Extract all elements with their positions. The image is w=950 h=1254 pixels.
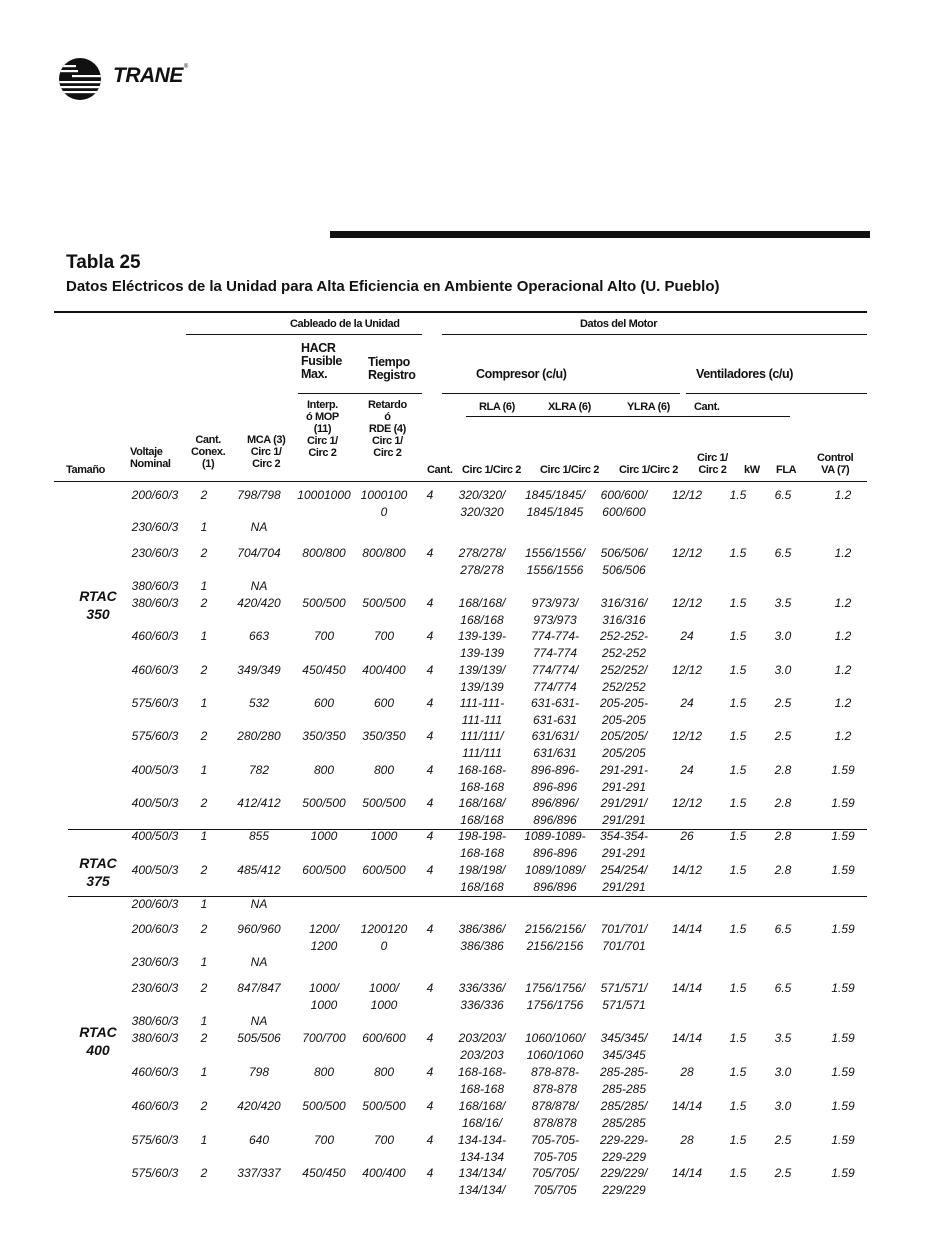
cell-kw: 1.5	[729, 796, 747, 810]
cell-ylra: 229/229/ 229/229	[600, 1166, 648, 1197]
cell-rla: 278/278/ 278/278	[458, 546, 506, 577]
cell-cant: 4	[426, 1065, 434, 1079]
hdr-xlra-circ: Circ 1/Circ 2	[540, 464, 600, 476]
cell-ylra: 285-285- 285-285	[599, 1065, 649, 1096]
cell-rla: 111/111/ 111/111	[460, 729, 504, 760]
cell-ylra: 252/252/ 252/252	[600, 663, 648, 694]
cell-n: 2	[200, 1166, 208, 1180]
cell-v: 230/60/3	[131, 546, 179, 560]
cell-va: 1.2	[834, 663, 852, 677]
hdr-mca: MCA (3) Circ 1/ Circ 2	[247, 434, 286, 470]
cell-mca: 532	[248, 696, 270, 710]
cell-xlra: 973/973/ 973/973	[531, 596, 579, 627]
cell-fla: 2.5	[774, 1166, 792, 1180]
cell-fc: 12/12	[671, 488, 703, 502]
cell-mca: NA	[250, 520, 268, 534]
cell-n: 1	[200, 629, 208, 643]
cell-xlra: 878-878- 878-878	[530, 1065, 580, 1096]
cell-mca: NA	[250, 897, 268, 911]
cell-fc: 12/12	[671, 796, 703, 810]
cell-v: 400/50/3	[131, 796, 179, 810]
cell-va: 1.2	[834, 546, 852, 560]
cell-kw: 1.5	[729, 922, 747, 936]
cell-hacr: 800/800	[302, 546, 346, 560]
cell-hacr: 500/500	[302, 1099, 346, 1113]
hdr-control: Control VA (7)	[817, 452, 854, 476]
cell-mca: 847/847	[237, 981, 281, 995]
cell-rla: 168-168- 168-168	[457, 1065, 507, 1096]
cell-rla: 336/336/ 336/336	[458, 981, 506, 1012]
cell-fla: 3.0	[774, 1065, 792, 1079]
cell-ylra: 205-205- 205-205	[599, 696, 649, 727]
cell-xlra: 705/705/ 705/705	[531, 1166, 579, 1197]
cell-cant: 4	[426, 922, 434, 936]
cell-n: 2	[200, 1099, 208, 1113]
cell-fc: 12/12	[671, 663, 703, 677]
cell-cant: 4	[426, 546, 434, 560]
cell-n: 1	[200, 829, 208, 843]
cell-xlra: 631/631/ 631/631	[531, 729, 579, 760]
cell-va: 1.2	[834, 629, 852, 643]
cell-v: 200/60/3	[131, 488, 179, 502]
cell-ret: 1000	[370, 829, 398, 843]
hdr-fla: FLA	[776, 464, 797, 476]
cell-xlra: 1556/1556/ 1556/1556	[524, 546, 586, 577]
cell-hacr: 450/450	[302, 1166, 346, 1180]
cell-rla: 139/139/ 139/139	[458, 663, 506, 694]
cell-va: 1.59	[831, 1031, 855, 1045]
cell-fc: 14/14	[671, 1166, 703, 1180]
cell-fla: 2.5	[774, 1133, 792, 1147]
cell-rla: 320/320/ 320/320	[458, 488, 506, 519]
cell-rla: 198/198/ 168/168	[458, 863, 506, 894]
cell-ret: 400/400	[362, 1166, 406, 1180]
cell-va: 1.2	[834, 696, 852, 710]
cell-kw: 1.5	[729, 829, 747, 843]
compresor-rule	[442, 393, 680, 394]
cell-n: 1	[200, 1014, 208, 1028]
cell-fla: 2.8	[774, 763, 792, 777]
cell-v: 575/60/3	[131, 1133, 179, 1147]
cell-cant: 4	[426, 488, 434, 502]
cell-ylra: 354-354- 291-291	[599, 829, 649, 860]
cell-kw: 1.5	[729, 1099, 747, 1113]
cell-xlra: 896-896- 896-896	[530, 763, 580, 794]
cell-xlra: 774/774/ 774/774	[531, 663, 579, 694]
cell-ylra: 701/701/ 701/701	[600, 922, 648, 953]
cell-n: 1	[200, 897, 208, 911]
cell-kw: 1.5	[729, 596, 747, 610]
cell-kw: 1.5	[729, 981, 747, 995]
cell-v: 400/50/3	[131, 863, 179, 877]
cell-fc: 14/14	[671, 922, 703, 936]
cell-ret: 500/500	[362, 596, 406, 610]
cell-ylra: 229-229- 229-229	[599, 1133, 649, 1164]
cell-n: 1	[200, 763, 208, 777]
cell-ylra: 254/254/ 291/291	[600, 863, 648, 894]
hdr-cant: Cant.	[427, 464, 453, 476]
cell-mca: 485/412	[237, 863, 281, 877]
cell-ret: 500/500	[362, 796, 406, 810]
group-rule-400	[68, 896, 867, 897]
ventiladores-rule	[686, 393, 867, 394]
cell-fla: 2.8	[774, 796, 792, 810]
cell-hacr: 500/500	[302, 796, 346, 810]
cell-rla: 111-111- 111-111	[459, 696, 505, 727]
group-motor: Datos del Motor	[580, 318, 658, 330]
cell-fc: 12/12	[671, 546, 703, 560]
hdr-retardo: Retardo ó RDE (4) Circ 1/ Circ 2	[368, 399, 407, 459]
cell-ret: 600/500	[362, 863, 406, 877]
cell-rla: 203/203/ 203/203	[458, 1031, 506, 1062]
cell-rla: 168/168/ 168/16/	[458, 1099, 506, 1130]
cell-rla: 168/168/ 168/168	[458, 596, 506, 627]
hdr-cant-conex: Cant. Conex. (1)	[191, 434, 226, 470]
cell-mca: NA	[250, 1014, 268, 1028]
cell-hacr: 500/500	[302, 596, 346, 610]
cell-fla: 2.8	[774, 829, 792, 843]
cell-ret: 350/350	[362, 729, 406, 743]
cell-cant: 4	[426, 763, 434, 777]
cell-ret: 700	[373, 629, 395, 643]
cell-mca: 855	[248, 829, 270, 843]
cell-v: 400/50/3	[131, 829, 179, 843]
cell-cant: 4	[426, 596, 434, 610]
cell-n: 1	[200, 955, 208, 969]
cell-cant: 4	[426, 863, 434, 877]
cell-ylra: 571/571/ 571/571	[600, 981, 648, 1012]
cell-hacr: 450/450	[302, 663, 346, 677]
cell-fc: 14/12	[671, 863, 703, 877]
cell-fla: 6.5	[774, 488, 792, 502]
cell-mca: 960/960	[237, 922, 281, 936]
cell-kw: 1.5	[729, 763, 747, 777]
cell-ret: 700	[373, 1133, 395, 1147]
motor-rule	[442, 334, 867, 335]
cell-mca: 782	[248, 763, 270, 777]
cell-mca: 663	[248, 629, 270, 643]
cell-mca: 798/798	[237, 488, 281, 502]
cell-mca: 337/337	[237, 1166, 281, 1180]
hacr-rule	[298, 393, 422, 394]
cell-cant: 4	[426, 696, 434, 710]
cell-va: 1.59	[831, 922, 855, 936]
cell-v: 380/60/3	[131, 1031, 179, 1045]
cableado-rule	[186, 334, 422, 335]
cell-cant: 4	[426, 981, 434, 995]
size-rtac-400: RTAC 400	[79, 1024, 117, 1058]
cell-fc: 12/12	[671, 729, 703, 743]
cell-xlra: 878/878/ 878/878	[531, 1099, 579, 1130]
cell-va: 1.59	[831, 1166, 855, 1180]
cell-fla: 2.8	[774, 863, 792, 877]
cell-va: 1.59	[831, 829, 855, 843]
cell-cant: 4	[426, 829, 434, 843]
cell-fc: 24	[680, 763, 694, 777]
cell-fc: 24	[680, 629, 694, 643]
cell-rla: 168-168- 168-168	[457, 763, 507, 794]
cell-ret: 1200120 0	[360, 922, 408, 953]
cell-hacr: 700	[313, 1133, 335, 1147]
cell-kw: 1.5	[729, 1133, 747, 1147]
cell-cant: 4	[426, 1133, 434, 1147]
hdr-tamano: Tamaño	[66, 464, 105, 476]
hdr-kw: kW	[744, 464, 760, 476]
cell-rla: 139-139- 139-139	[457, 629, 507, 660]
cell-mca: 704/704	[237, 546, 281, 560]
cell-mca: 505/506	[237, 1031, 281, 1045]
hdr-rla-circ: Circ 1/Circ 2	[462, 464, 522, 476]
cell-rla: 168/168/ 168/168	[458, 796, 506, 827]
cell-n: 2	[200, 796, 208, 810]
cell-cant: 4	[426, 629, 434, 643]
cell-cant: 4	[426, 796, 434, 810]
cell-va: 1.2	[834, 729, 852, 743]
cell-n: 2	[200, 863, 208, 877]
cell-ret: 800	[373, 1065, 395, 1079]
hdr-tiempo: Tiempo Registro	[368, 355, 416, 382]
cell-fc: 24	[680, 696, 694, 710]
cell-v: 460/60/3	[131, 1065, 179, 1079]
cell-mca: 280/280	[237, 729, 281, 743]
cell-hacr: 800	[313, 1065, 335, 1079]
cell-ret: 1000/ 1000	[368, 981, 400, 1012]
cell-fla: 6.5	[774, 922, 792, 936]
hdr-compresor: Compresor (c/u)	[476, 367, 567, 381]
cell-mca: 349/349	[237, 663, 281, 677]
cell-n: 2	[200, 663, 208, 677]
cell-rla: 386/386/ 386/386	[458, 922, 506, 953]
cell-v: 575/60/3	[131, 696, 179, 710]
cell-v: 200/60/3	[131, 897, 179, 911]
cell-xlra: 1089-1089- 896-896	[524, 829, 586, 860]
cell-ret: 600	[373, 696, 395, 710]
cell-va: 1.59	[831, 981, 855, 995]
cell-ylra: 291-291- 291-291	[599, 763, 649, 794]
cell-va: 1.59	[831, 763, 855, 777]
cell-cant: 4	[426, 1099, 434, 1113]
cell-ret: 600/600	[362, 1031, 406, 1045]
cell-mca: 412/412	[237, 796, 281, 810]
cell-n: 2	[200, 981, 208, 995]
cell-hacr: 600/500	[302, 863, 346, 877]
cell-ylra: 345/345/ 345/345	[600, 1031, 648, 1062]
cell-kw: 1.5	[729, 663, 747, 677]
hdr-voltaje: Voltaje Nominal	[130, 446, 171, 470]
cell-v: 230/60/3	[131, 981, 179, 995]
hdr-ylra-circ: Circ 1/Circ 2	[619, 464, 679, 476]
cell-v: 460/60/3	[131, 1099, 179, 1113]
header-rule	[330, 231, 870, 238]
cell-n: 2	[200, 546, 208, 560]
cell-hacr: 700/700	[302, 1031, 346, 1045]
cell-ret: 800/800	[362, 546, 406, 560]
cell-mca: 420/420	[237, 596, 281, 610]
cell-xlra: 631-631- 631-631	[530, 696, 580, 727]
size-rtac-350: RTAC 350	[79, 588, 117, 622]
table-subtitle: Datos Eléctricos de la Unidad para Alta Eficiencia en Ambiente Operacional Alto (U. Pueblo)	[66, 278, 720, 295]
cell-hacr: 1000/ 1000	[308, 981, 340, 1012]
cell-hacr: 600	[313, 696, 335, 710]
hdr-ventiladores: Ventiladores (c/u)	[696, 367, 793, 381]
cell-mca: 420/420	[237, 1099, 281, 1113]
cell-va: 1.2	[834, 488, 852, 502]
cell-ylra: 205/205/ 205/205	[600, 729, 648, 760]
cell-kw: 1.5	[729, 729, 747, 743]
cell-n: 2	[200, 488, 208, 502]
cell-va: 1.59	[831, 796, 855, 810]
table-title: Tabla 25	[66, 252, 141, 273]
cell-va: 1.2	[834, 596, 852, 610]
cell-fc: 14/14	[671, 981, 703, 995]
cell-kw: 1.5	[729, 546, 747, 560]
cell-fc: 14/14	[671, 1099, 703, 1113]
cell-kw: 1.5	[729, 1031, 747, 1045]
brand-name: TRANE®	[113, 64, 188, 87]
cell-hacr: 1000	[310, 829, 338, 843]
cell-hacr: 1200/ 1200	[308, 922, 340, 953]
cell-fla: 6.5	[774, 546, 792, 560]
cell-v: 230/60/3	[131, 955, 179, 969]
cell-hacr: 350/350	[302, 729, 346, 743]
cell-mca: 640	[248, 1133, 270, 1147]
cell-kw: 1.5	[729, 629, 747, 643]
cell-va: 1.59	[831, 1065, 855, 1079]
cell-v: 380/60/3	[131, 1014, 179, 1028]
cell-ylra: 506/506/ 506/506	[600, 546, 648, 577]
cell-n: 1	[200, 1133, 208, 1147]
cell-ylra: 600/600/ 600/600	[600, 488, 648, 519]
cell-cant: 4	[426, 1166, 434, 1180]
cell-ylra: 291/291/ 291/291	[600, 796, 648, 827]
size-rtac-375: RTAC 375	[79, 855, 117, 889]
cell-cant: 4	[426, 729, 434, 743]
cell-fla: 3.5	[774, 1031, 792, 1045]
cell-va: 1.59	[831, 1133, 855, 1147]
cell-mca: NA	[250, 955, 268, 969]
cell-xlra: 1060/1060/ 1060/1060	[524, 1031, 586, 1062]
cell-fc: 26	[680, 829, 694, 843]
cell-fla: 6.5	[774, 981, 792, 995]
cell-xlra: 774-774- 774-774	[530, 629, 580, 660]
hdr-hacr: HACR Fusible Max.	[301, 341, 342, 381]
cell-fla: 3.0	[774, 1099, 792, 1113]
cell-n: 1	[200, 1065, 208, 1079]
hdr-cant-fan: Cant.	[694, 401, 720, 413]
cell-hacr: 10001000	[297, 488, 351, 502]
cell-fc: 28	[680, 1065, 694, 1079]
cell-v: 200/60/3	[131, 922, 179, 936]
cell-v: 380/60/3	[131, 596, 179, 610]
header-bottom-rule	[54, 481, 867, 482]
cell-v: 575/60/3	[131, 1166, 179, 1180]
cell-n: 2	[200, 729, 208, 743]
cell-va: 1.59	[831, 863, 855, 877]
cell-kw: 1.5	[729, 696, 747, 710]
cell-hacr: 700	[313, 629, 335, 643]
hdr-xlra: XLRA (6)	[548, 401, 591, 413]
hdr-ylra: YLRA (6)	[627, 401, 670, 413]
cell-v: 460/60/3	[131, 629, 179, 643]
hdr-interp: Interp. ó MOP (11) Circ 1/ Circ 2	[306, 399, 339, 459]
cell-fla: 2.5	[774, 729, 792, 743]
cell-ret: 800	[373, 763, 395, 777]
hdr-rla: RLA (6)	[479, 401, 515, 413]
cell-rla: 134/134/ 134/134/	[458, 1166, 506, 1197]
cell-xlra: 705-705- 705-705	[530, 1133, 580, 1164]
cell-xlra: 2156/2156/ 2156/2156	[524, 922, 586, 953]
cell-n: 2	[200, 596, 208, 610]
cell-fla: 3.5	[774, 596, 792, 610]
cell-xlra: 1756/1756/ 1756/1756	[524, 981, 586, 1012]
cell-n: 1	[200, 520, 208, 534]
cell-fla: 3.0	[774, 663, 792, 677]
cell-v: 380/60/3	[131, 579, 179, 593]
cell-ret: 400/400	[362, 663, 406, 677]
cell-fla: 3.0	[774, 629, 792, 643]
cell-mca: NA	[250, 579, 268, 593]
cell-xlra: 1089/1089/ 896/896	[524, 863, 586, 894]
cell-v: 460/60/3	[131, 663, 179, 677]
cell-kw: 1.5	[729, 488, 747, 502]
group-cableado: Cableado de la Unidad	[290, 318, 400, 330]
cell-mca: 798	[248, 1065, 270, 1079]
cell-rla: 198-198- 168-168	[457, 829, 507, 860]
cell-kw: 1.5	[729, 863, 747, 877]
cell-va: 1.59	[831, 1099, 855, 1113]
cell-rla: 134-134- 134-134	[457, 1133, 507, 1164]
cell-fc: 14/14	[671, 1031, 703, 1045]
cell-ylra: 285/285/ 285/285	[600, 1099, 648, 1130]
cell-xlra: 1845/1845/ 1845/1845	[524, 488, 586, 519]
cell-fc: 12/12	[671, 596, 703, 610]
cell-cant: 4	[426, 1031, 434, 1045]
rla-rule	[466, 416, 790, 417]
cell-n: 2	[200, 922, 208, 936]
cell-ylra: 252-252- 252-252	[599, 629, 649, 660]
cell-ret: 1000100 0	[360, 488, 408, 519]
cell-ylra: 316/316/ 316/316	[600, 596, 648, 627]
cell-n: 1	[200, 696, 208, 710]
cell-kw: 1.5	[729, 1065, 747, 1079]
table-top-rule	[54, 311, 867, 313]
cell-ret: 500/500	[362, 1099, 406, 1113]
cell-v: 575/60/3	[131, 729, 179, 743]
hdr-circ-fan: Circ 1/ Circ 2	[697, 452, 728, 476]
cell-v: 400/50/3	[131, 763, 179, 777]
cell-v: 230/60/3	[131, 520, 179, 534]
cell-fla: 2.5	[774, 696, 792, 710]
cell-xlra: 896/896/ 896/896	[531, 796, 579, 827]
cell-n: 2	[200, 1031, 208, 1045]
cell-n: 1	[200, 579, 208, 593]
cell-kw: 1.5	[729, 1166, 747, 1180]
cell-fc: 28	[680, 1133, 694, 1147]
cell-cant: 4	[426, 663, 434, 677]
cell-hacr: 800	[313, 763, 335, 777]
